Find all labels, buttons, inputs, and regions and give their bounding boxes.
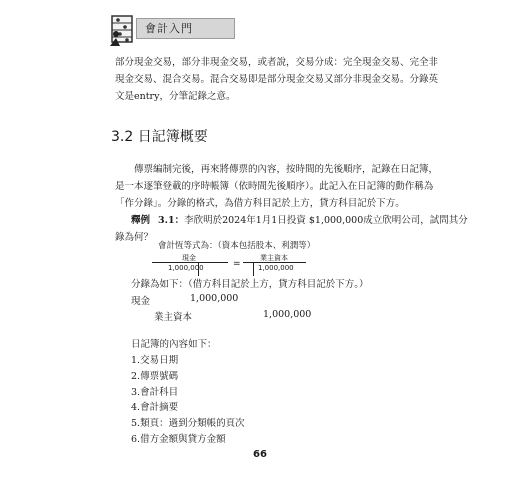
t-account-left-title: 現金 [182,254,196,262]
entry-credit-amount: 1,000,000 [263,309,312,320]
example-number: 3.1： [158,215,185,226]
example-text-1: 李欣明於2024年1月1日投資 $1,000,000成立欣明公司，試問其分 [184,215,468,226]
equation-title: 會計恆等式為：（資本包括股本、利潤等） [158,241,316,251]
entry-credit-account: 業主資本 [154,312,193,323]
t-account-right-title: 業主資本 [260,254,288,262]
header-title: 會計入門 [145,22,193,35]
list-item: 3.會計科目 [131,387,179,398]
para2-line-2: 是一本逐筆登載的序時帳簿（依時間先後順序）。此記入在日記簿的動作稱為 [115,181,434,192]
list-item: 1.交易日期 [131,355,179,366]
chapter-header [136,18,235,39]
t-account-right-value: 1,000,000 [258,264,294,272]
intro-line-1: 部分現金交易，部分非現金交易，或者說，交易分成：完全現金交易、完全非 [115,57,439,68]
entry-debit-amount: 1,000,000 [190,293,239,304]
abacus-figure-icon [108,12,136,48]
intro-line-3: 文是entry，分筆記錄之意。 [115,91,236,102]
example-label: 釋例 [131,215,151,226]
section-title: 3.2 日記簿概要 [111,129,208,145]
list-item: 4.會計摘要 [131,402,179,413]
page-number: 66 [253,449,267,460]
list-item: 2.傳票號碼 [131,371,179,382]
t-account-left-hline [152,262,228,263]
list-item: 6.借方金額與貸方金額 [131,434,226,445]
t-account-right-vline [253,262,254,276]
example-line-1 [131,212,468,226]
list-item: 5.類頁：過到分類帳的頁次 [131,418,245,429]
para2-line-3: 「作分錄」。分錄的格式，為借方科目記於上方，貸方科目記於下方。 [115,198,405,209]
intro-line-2: 現金交易、混合交易。混合交易即是部分現金交易又部分非現金交易。分錄英 [115,74,439,85]
para2-line-1: 傳票編制完後，再來將傳票的內容，按時間的先後順序，記錄在日記簿， [134,164,439,175]
entry-intro: 分錄為如下：（借方科目記於上方，貸方科目記於下方。） [131,279,369,290]
contents-heading: 日記簿的內容如下： [131,339,217,350]
example-text-2: 錄為何？ [115,232,154,243]
entry-debit-account: 現金 [131,296,151,307]
t-account-left-value: 1,000,000 [168,264,204,272]
equals-sign: = [233,259,241,269]
